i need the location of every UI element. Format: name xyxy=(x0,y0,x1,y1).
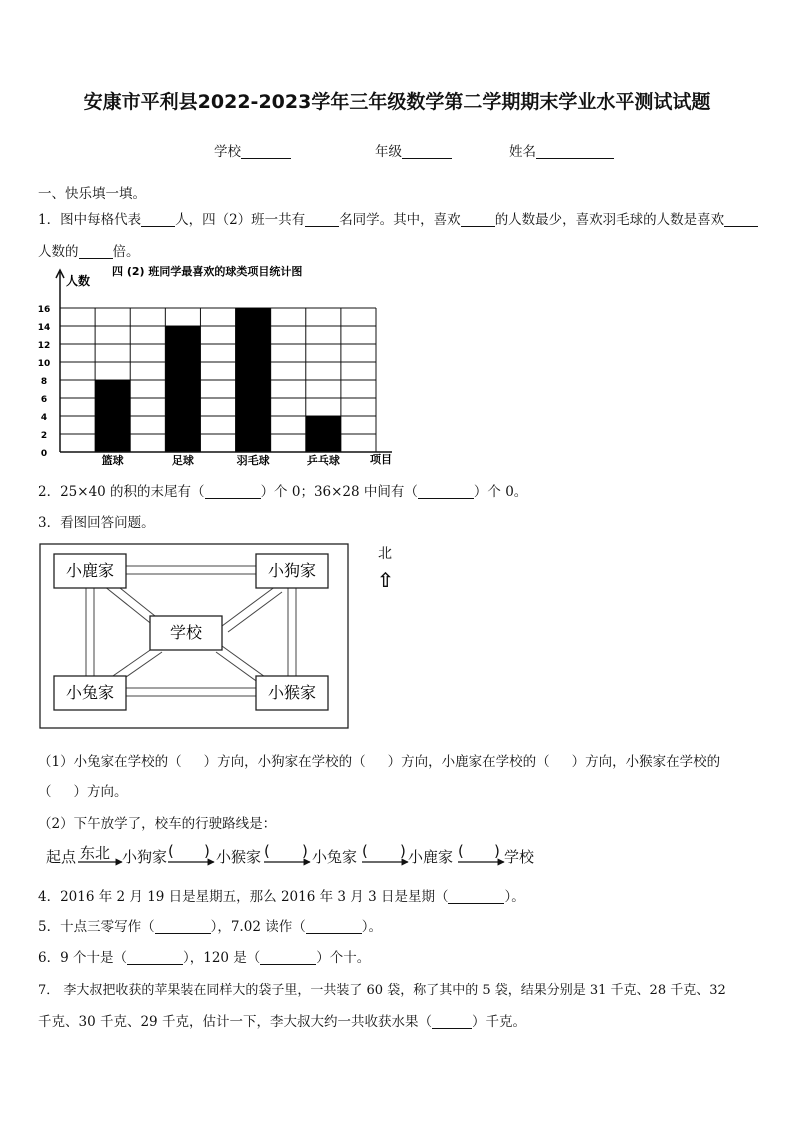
bar xyxy=(165,326,200,452)
q5-text: ）。 xyxy=(361,919,382,935)
q1-blank-4[interactable] xyxy=(724,212,758,227)
route-paren-close-3: ) xyxy=(400,842,406,860)
y-tick-label: 10 xyxy=(37,359,51,369)
q6-blank-2[interactable] xyxy=(260,950,316,965)
q3-sub1-text: （1）小兔家在学校的（ xyxy=(38,754,182,770)
route-paren-close-2: ) xyxy=(302,842,308,860)
route-stop-3: 小兔家 xyxy=(312,848,358,866)
question-1-line-2 xyxy=(38,240,140,260)
question-6 xyxy=(38,946,370,966)
y-tick-label: 6 xyxy=(40,395,48,405)
q1-blank-2[interactable] xyxy=(305,212,339,227)
route-paren-close-4: ) xyxy=(494,842,500,860)
q5-blank-2[interactable] xyxy=(306,919,362,934)
q3-sub1-text: ）方向，小鹿家在学校的（ xyxy=(387,754,550,770)
route-paren-open-2: ( xyxy=(264,842,270,860)
route-paren-open-1: ( xyxy=(168,842,174,860)
q4-text: ）。 xyxy=(504,889,525,905)
dog-house-label: 小狗家 xyxy=(267,561,317,580)
deer-house-label: 小鹿家 xyxy=(65,561,115,580)
q6-text: 6．9 个十是（ xyxy=(38,950,127,966)
bar xyxy=(306,416,341,452)
y-tick-label: 8 xyxy=(40,377,48,387)
q2-text: 2．25×40 的积的末尾有（ xyxy=(38,484,205,500)
route-paren-close-1: ) xyxy=(204,842,210,860)
question-2 xyxy=(38,480,527,500)
q1-text: 人，四（2）班一共有 xyxy=(175,212,306,228)
name-field xyxy=(509,140,614,160)
y-tick-label: 14 xyxy=(37,323,51,333)
grade-field xyxy=(375,140,452,160)
q3-sub1-text: ）方向，小猴家在学校的 xyxy=(571,754,721,770)
name-blank[interactable] xyxy=(536,144,614,159)
category-label: 乒乓球 xyxy=(306,454,340,467)
school-label: 学校 xyxy=(169,623,203,642)
y-tick-label: 2 xyxy=(40,431,48,441)
question-3-sub-1-line-1 xyxy=(38,750,720,770)
question-1-line-1 xyxy=(38,208,758,228)
school-label: 学校 xyxy=(214,144,241,160)
rabbit-house-label: 小兔家 xyxy=(65,683,115,702)
q2-text: ）个 0；36×28 中间有（ xyxy=(260,484,418,500)
category-label: 足球 xyxy=(171,454,194,467)
q7-text: ）千克。 xyxy=(471,1014,526,1030)
q1-text: 倍。 xyxy=(112,244,140,260)
q5-text: 5．十点三零写作（ xyxy=(38,919,155,935)
page-title: 安康市平利县2022-2023学年三年级数学第二学期期末学业水平测试试题 xyxy=(83,91,711,113)
route-paren-open-4: ( xyxy=(458,842,464,860)
q1-blank-3[interactable] xyxy=(461,212,495,227)
name-label: 姓名 xyxy=(509,144,536,160)
q2-blank-1[interactable] xyxy=(205,484,261,499)
section-heading: 一、快乐填一填。 xyxy=(38,186,146,202)
q3-sub1-text: ）方向。 xyxy=(73,784,128,800)
north-label: 北 xyxy=(378,546,392,562)
bar xyxy=(95,380,130,452)
q1-blank-5[interactable] xyxy=(79,244,113,259)
y-axis-label: 人数 xyxy=(66,274,91,288)
q6-blank-1[interactable] xyxy=(127,950,183,965)
school-field xyxy=(214,140,291,160)
question-3-sub-2: （2）下午放学了，校车的行驶路线是： xyxy=(38,816,277,832)
question-3-sub-1-line-2 xyxy=(38,780,128,800)
y-tick-label: 16 xyxy=(37,305,51,315)
q5-blank-1[interactable] xyxy=(155,919,211,934)
bar-chart xyxy=(30,262,410,472)
chart-categories xyxy=(102,453,340,467)
map-diagram xyxy=(38,542,352,732)
q3-sub1-text: ）方向，小狗家在学校的（ xyxy=(203,754,366,770)
route-direction-0: 东北 xyxy=(80,844,111,862)
q1-text: 名同学。其中，喜欢 xyxy=(339,212,461,228)
category-label: 篮球 xyxy=(101,454,124,467)
school-blank[interactable] xyxy=(241,144,291,159)
q6-text: ），120 是（ xyxy=(182,950,261,966)
y-tick-label: 4 xyxy=(40,413,48,423)
route-paren-open-3: ( xyxy=(362,842,368,860)
question-5 xyxy=(38,915,382,935)
route-diagram xyxy=(44,840,544,872)
north-arrow-icon: ⇧ xyxy=(377,568,394,592)
q1-text: 人数的 xyxy=(38,244,79,260)
q1-text: 的人数最少，喜欢羽毛球的人数是喜欢 xyxy=(494,212,725,228)
q1-blank-1[interactable] xyxy=(141,212,175,227)
grade-label: 年级 xyxy=(375,144,402,160)
q5-text: ），7.02 读作（ xyxy=(210,919,306,935)
q7-text: 千克、30 千克、29 千克，估计一下，李大叔大约一共收获水果（ xyxy=(38,1014,432,1030)
q4-text: 4．2016 年 2 月 19 日是星期五，那么 2016 年 3 月 3 日是星期（ xyxy=(38,889,449,905)
y-tick-label: 0 xyxy=(40,449,48,459)
q1-text: 1．图中每格代表 xyxy=(38,212,142,228)
q3-sub1-text: （ xyxy=(38,784,52,800)
q7-blank[interactable] xyxy=(432,1014,472,1029)
question-3-intro: 3．看图回答问题。 xyxy=(38,515,155,531)
question-7-line-2 xyxy=(38,1010,526,1030)
chart-title: 四 (2) 班同学最喜欢的球类项目统计图 xyxy=(112,265,303,278)
question-4 xyxy=(38,885,525,905)
chart-ticks xyxy=(38,305,51,459)
route-end: 学校 xyxy=(504,848,535,866)
question-7-line-1: 7． 李大叔把收获的苹果装在同样大的袋子里，一共装了 60 袋，称了其中的 5 袋，结果分别是 31 千克、28 千克、32 xyxy=(38,983,726,998)
route-stop-4: 小鹿家 xyxy=(408,848,454,866)
route-stop-2: 小猴家 xyxy=(216,848,262,866)
route-start: 起点 xyxy=(46,848,77,866)
y-tick-label: 12 xyxy=(37,341,51,351)
q2-blank-2[interactable] xyxy=(418,484,474,499)
bar xyxy=(236,308,271,452)
grade-blank[interactable] xyxy=(402,144,452,159)
category-label: 羽毛球 xyxy=(236,454,270,467)
q6-text: ）个十。 xyxy=(316,950,371,966)
x-axis-label: 项目 xyxy=(370,453,392,466)
route-stop-1: 小狗家 xyxy=(122,848,168,866)
q2-text: ）个 0。 xyxy=(473,484,528,500)
q4-blank[interactable] xyxy=(448,889,504,904)
monkey-house-label: 小猴家 xyxy=(267,683,317,702)
